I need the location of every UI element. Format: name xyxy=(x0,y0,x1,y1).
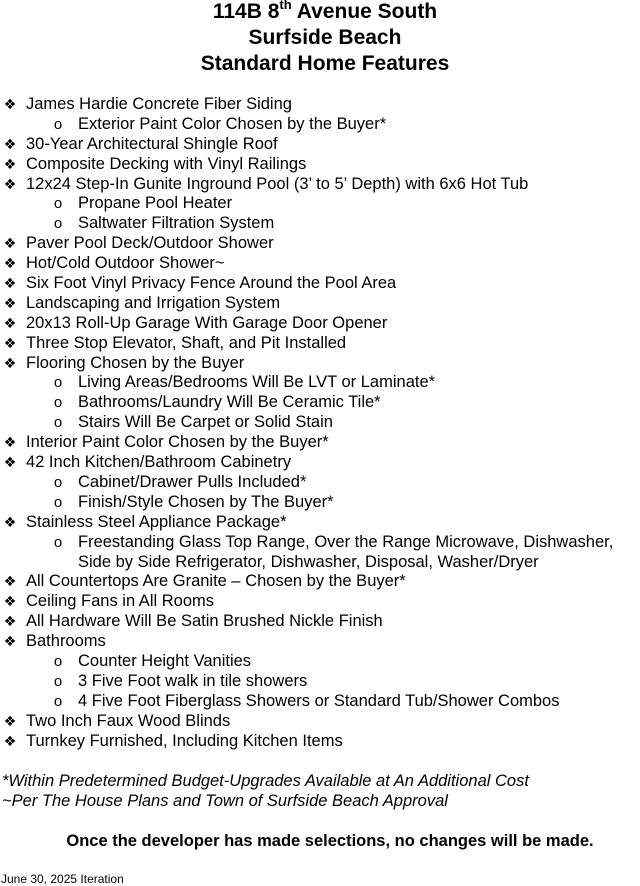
feature-text: All Countertops Are Granite – Chosen by the Buyer* xyxy=(26,572,406,591)
feature-text: Stainless Steel Appliance Package* xyxy=(26,512,287,531)
feature-item xyxy=(0,135,640,155)
feature-item xyxy=(0,314,640,334)
diamond-bullet-icon: ❖ xyxy=(3,255,17,272)
circle-bullet-icon: o xyxy=(53,473,63,491)
circle-bullet-icon: o xyxy=(53,414,63,432)
sub-feature-item xyxy=(0,194,640,214)
diamond-bullet-icon: ❖ xyxy=(3,513,17,530)
diamond-bullet-icon: ❖ xyxy=(3,235,17,252)
feature-text: Living Areas/Bedrooms Will Be LVT or Laminate* xyxy=(78,373,436,392)
feature-item xyxy=(0,334,640,354)
feature-text: Saltwater Filtration System xyxy=(78,214,275,233)
circle-bullet-icon: o xyxy=(53,115,63,133)
sub-feature-item xyxy=(0,533,640,573)
circle-bullet-icon: o xyxy=(53,215,63,233)
feature-text: 42 Inch Kitchen/Bathroom Cabinetry xyxy=(26,453,292,472)
feature-text: Bathrooms/Laundry Will Be Ceramic Tile* xyxy=(78,393,381,412)
sub-feature-item xyxy=(0,413,640,433)
sub-feature-item xyxy=(0,493,640,513)
feature-text: Ceiling Fans in All Rooms xyxy=(26,592,214,611)
developer-notice: Once the developer has made selections, no changes will be made. xyxy=(66,832,594,850)
feature-text: 3 Five Foot walk in tile showers xyxy=(78,671,308,690)
feature-text: Flooring Chosen by the Buyer xyxy=(26,353,245,372)
sub-feature-item xyxy=(0,393,640,413)
feature-item xyxy=(0,712,640,732)
feature-item xyxy=(0,274,640,294)
feature-text: James Hardie Concrete Fiber Siding xyxy=(26,95,292,113)
feature-text: Stairs Will Be Carpet or Solid Stain xyxy=(78,413,333,432)
footnote-approval: ~Per The House Plans and Town of Surfside Beach Approval xyxy=(2,792,448,810)
title-address-ordinal: th xyxy=(279,0,292,12)
diamond-bullet-icon: ❖ xyxy=(3,434,17,451)
footnotes xyxy=(2,771,638,811)
feature-text: Bathrooms xyxy=(26,632,106,651)
feature-text: Exterior Paint Color Chosen by the Buyer* xyxy=(78,114,387,133)
feature-item xyxy=(0,453,640,473)
diamond-bullet-icon: ❖ xyxy=(3,334,17,351)
feature-text: Finish/Style Chosen by The Buyer* xyxy=(78,492,334,511)
feature-text: Three Stop Elevator, Shaft, and Pit Installed xyxy=(26,333,347,352)
diamond-bullet-icon: ❖ xyxy=(3,175,17,192)
feature-item xyxy=(0,513,640,533)
feature-item xyxy=(0,572,640,592)
sub-feature-item xyxy=(0,672,640,692)
feature-item xyxy=(0,175,640,195)
diamond-bullet-icon: ❖ xyxy=(3,314,17,331)
feature-text: All Hardware Will Be Satin Brushed Nickle Finish xyxy=(26,612,383,631)
feature-item xyxy=(0,155,640,175)
title-address xyxy=(10,0,640,25)
feature-text: 4 Five Foot Fiberglass Showers or Standard Tub/Shower Combos xyxy=(78,691,560,710)
sub-feature-item xyxy=(0,214,640,234)
features-list xyxy=(0,95,640,751)
diamond-bullet-icon: ❖ xyxy=(3,593,17,610)
feature-item xyxy=(0,732,640,752)
sub-feature-item xyxy=(0,373,640,393)
sub-feature-item xyxy=(0,692,640,712)
feature-text: Freestanding Glass Top Range, Over the Range Microwave, Dishwasher, Side by Side Refrigerator, Dishwasher, Disposal, Washer/Dryer xyxy=(78,532,614,571)
title-address-prefix: 114B 8 xyxy=(212,0,280,23)
circle-bullet-icon: o xyxy=(53,195,63,213)
feature-item xyxy=(0,254,640,274)
diamond-bullet-icon: ❖ xyxy=(3,732,17,749)
diamond-bullet-icon: ❖ xyxy=(3,135,17,152)
title-location: Surfside Beach xyxy=(248,26,402,49)
feature-item xyxy=(0,354,640,374)
feature-text: 20x13 Roll-Up Garage With Garage Door Opener xyxy=(26,313,388,332)
circle-bullet-icon: o xyxy=(53,394,63,412)
feature-item xyxy=(0,234,640,254)
sub-feature-item xyxy=(0,115,640,135)
sub-feature-item xyxy=(0,652,640,672)
diamond-bullet-icon: ❖ xyxy=(3,96,17,112)
diamond-bullet-icon: ❖ xyxy=(3,454,17,471)
diamond-bullet-icon: ❖ xyxy=(3,275,17,292)
diamond-bullet-icon: ❖ xyxy=(3,712,17,729)
circle-bullet-icon: o xyxy=(53,652,63,670)
feature-text: Landscaping and Irrigation System xyxy=(26,293,281,312)
diamond-bullet-icon: ❖ xyxy=(3,613,17,630)
circle-bullet-icon: o xyxy=(53,692,63,710)
circle-bullet-icon: o xyxy=(53,533,63,551)
feature-text: Composite Decking with Vinyl Railings xyxy=(26,154,307,173)
title-address-suffix: Avenue South xyxy=(291,0,438,23)
feature-item xyxy=(0,632,640,652)
diamond-bullet-icon: ❖ xyxy=(3,633,17,650)
feature-text: Counter Height Vanities xyxy=(78,651,252,670)
feature-item xyxy=(0,294,640,314)
feature-text: Six Foot Vinyl Privacy Fence Around the Pool Area xyxy=(26,274,397,293)
feature-item xyxy=(0,433,640,453)
feature-text: Interior Paint Color Chosen by the Buyer* xyxy=(26,433,329,452)
diamond-bullet-icon: ❖ xyxy=(3,354,17,371)
diamond-bullet-icon: ❖ xyxy=(3,294,17,311)
circle-bullet-icon: o xyxy=(53,374,63,392)
feature-text: 12x24 Step-In Gunite Inground Pool (3’ to 5’ Depth) with 6x6 Hot Tub xyxy=(26,174,529,193)
feature-text: Propane Pool Heater xyxy=(78,194,233,213)
feature-item xyxy=(0,95,640,115)
circle-bullet-icon: o xyxy=(53,493,63,511)
feature-text: Turnkey Furnished, Including Kitchen Items xyxy=(26,731,343,750)
footnote-budget: *Within Predetermined Budget-Upgrades Available at An Additional Cost xyxy=(2,772,529,790)
document-title xyxy=(0,0,640,77)
feature-text: Paver Pool Deck/Outdoor Shower xyxy=(26,234,274,253)
feature-text: Two Inch Faux Wood Blinds xyxy=(26,711,231,730)
feature-text: Cabinet/Drawer Pulls Included* xyxy=(78,472,307,491)
diamond-bullet-icon: ❖ xyxy=(3,573,17,590)
feature-item xyxy=(0,612,640,632)
feature-text: Hot/Cold Outdoor Shower~ xyxy=(26,254,225,273)
diamond-bullet-icon: ❖ xyxy=(3,155,17,172)
feature-text: 30-Year Architectural Shingle Roof xyxy=(26,134,278,153)
title-heading: Standard Home Features xyxy=(200,52,450,75)
iteration-date: June 30, 2025 Iteration xyxy=(1,872,124,886)
feature-item xyxy=(0,592,640,612)
sub-feature-item xyxy=(0,473,640,493)
circle-bullet-icon: o xyxy=(53,672,63,690)
